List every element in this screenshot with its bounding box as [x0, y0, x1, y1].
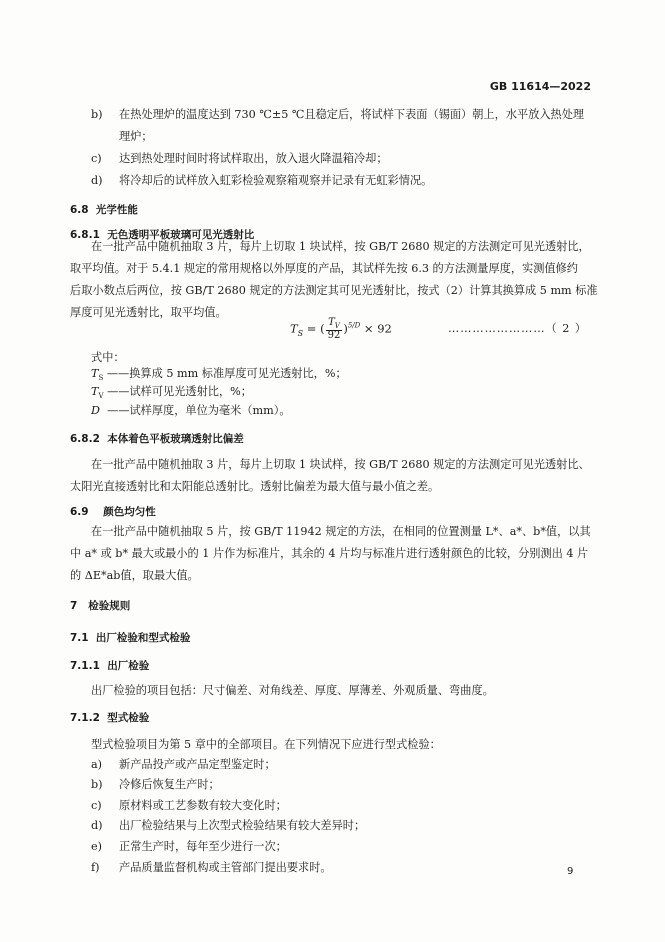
paragraph-6-8-2: 在一批产品中随机抽取 3 片，每片上切取 1 块试样，按 GB/T 2680 规定的方法测定可见光透射比、 太阳光直接透射比和太阳能总透射比。透射比偏差为最大值与最小值之差。 [70, 458, 590, 493]
chapter-heading-7: 7 检验规则 [70, 600, 131, 612]
section-heading-6-9: 6.9 颜色均匀性 [70, 506, 156, 518]
paragraph-6-9: 在一批产品中随机抽取 5 片，按 GB/T 11942 规定的方法，在相同的位置测量 L*、a*、b*值，以其 中 a* 或 b* 最大或最小的 1 片作为标准片，其余的 4 片均与标准片进行透射颜色的比较，分别测出 4 片 的 ΔE*ab值，取最大值。 [70, 525, 591, 582]
standard-number: GB 11614—2022 [489, 80, 591, 93]
where-item: $T_V$ ——试样可见光透射比，%； [91, 385, 252, 401]
where-intro: 式中： [91, 351, 125, 364]
page-number: 9 [567, 866, 574, 877]
section-heading-6-8: 6.8 光学性能 [70, 204, 138, 216]
section-heading-6-8-1: 6.8.1 无色透明平板玻璃可见光透射比 [70, 229, 255, 241]
section-heading-6-8-2: 6.8.2 本体着色平板玻璃透射比偏差 [70, 433, 244, 445]
section-heading-7-1: 7.1 出厂检验和型式检验 [70, 632, 191, 644]
paragraph-6-8-1: 在一批产品中随机抽取 3 片，每片上切取 1 块试样，按 GB/T 2680 规定的方法测定可见光透射比， 取平均值。对于 5.4.1 规定的常用规格以外厚度的产品，其试样先按 6.3 的方法测量厚度，实测值修约 后取小数点后两位，按 GB/T 2680 规定的方法测定其可见光透射比，按式（2）计算其换算成 5 mm 标准 厚度可见光透射比，取平均值。 [70, 240, 598, 319]
paragraph-7-1-2-intro: 型式检验项目为第 5 章中的全部项目。在下列情况下应进行型式检验： [91, 738, 441, 751]
paragraph-7-1-1: 出厂检验的项目包括：尺寸偏差、对角线差、厚度、厚薄差、外观质量、弯曲度。 [91, 684, 494, 697]
section-heading-7-1-1: 7.1.1 出厂检验 [70, 660, 150, 672]
where-item: D ——试样厚度，单位为毫米（mm）。 [91, 404, 291, 417]
section-heading-7-1-2: 7.1.2 型式检验 [70, 712, 150, 724]
equation-number: ……………………（ 2 ） [448, 322, 588, 335]
formula-2: $T_S$ = ( $\frac{T_V}{92}$ )$^{5/D}$ × 92 [290, 317, 392, 341]
document-page: GB 11614—2022 b) 在热处理炉的温度达到 730 ℃±5 ℃且稳定后，将试样下表面（锡面）朝上，水平放入热处理 理炉； c) 达到热处理时间时将试样取出，放入退火降温箱冷却； d) 将冷却后的试样放入虹彩检验观察箱观察并记录有无虹彩情况。 6.8 光学性能 6.8.1 无色透明平板玻璃可见光透射比 在一批产品中随机抽取 3 片，每片上切取 1 块试样，按 GB/T 2680 规定的方法测定可见光透射比， 取平均值。对于 5.4.1 规定的常用规格以外厚度的产品，其试样先按 6.3 的方法测量厚度，实测值修约 后取小数点后两位，按 GB/T 2680 规定的方法测定其可见光透射比，按式（2）计算其换算成 5 mm 标准 厚度可见光透射比，取平均值。 $T_S$ = ( $\frac{T_V}{92}$ )$^{5/D}$ × 92 ……………………（ 2 ） 式中： $T_S$ ——换算成 5 mm 标准厚度可见光透射比，%； $T_V$ ——试样可见光透射比，%； D ——试样厚度，单位为毫米（mm）。 6.8.2 本体着色平板玻璃透射比偏差 在一批产品中随机抽取 3 片，每片上切取 1 块试样，按 GB/T 2680 规定的方法测定可见光透射比、 太阳光直接透射比和太阳能总透射比。透射比偏差为最大值与最小值之差。 6.9 颜色均匀性 在一批产品中随机抽取 5 片，按 GB/T 11942 规定的方法，在相同的位置测量 L*、a*、b*值，以其 中 a* 或 b* 最大或最小的 1 片作为标准片，其余的 4 片均与标准片进行透射颜色的比较，分别测出 4 片 的 ΔE*ab值，取最大值。 7 检验规则 7.1 出厂检验和型式检验 7.1.1 出厂检验 出厂检验的项目包括：尺寸偏差、对角线差、厚度、厚薄差、外观质量、弯曲度。 7.1.2 型式检验 型式检验项目为第 5 章中的全部项目。在下列情况下应进行型式检验： a) 新产品投产或产品定型鉴定时； b) 冷修后恢复生产时； c) 原材料或工艺参数有较大变化时； d) 出厂检验结果与上次型式检验结果有较大差异时； e) 正常生产时，每年至少进行一次； f) 产品质量监督机构或主管部门提出要求时。 9 [0, 0, 665, 942]
where-item: $T_S$ ——换算成 5 mm 标准厚度可见光透射比，%； [91, 367, 347, 383]
